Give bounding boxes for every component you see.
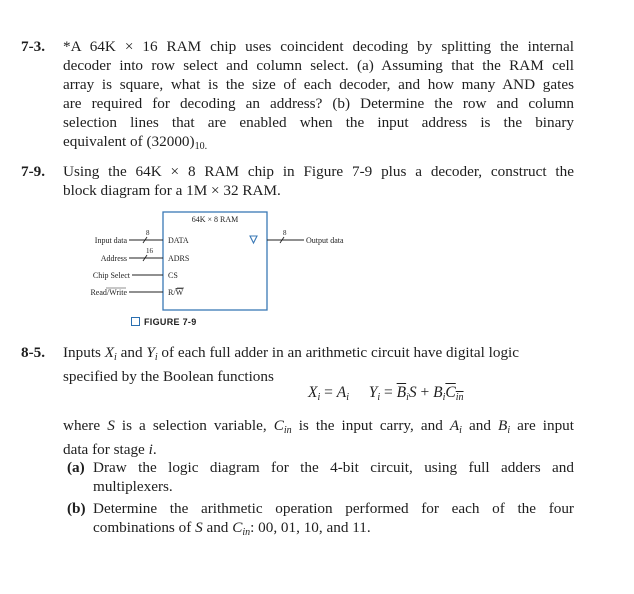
text-line: Inputs $X_i$ and $Y_i$ of each full adder in an arithmetic circuit have digital logic (63, 344, 519, 363)
boolean-equation: $X_i = A_i$ $Y_i = \overline{B}_iS + B_i\overline{C}_{\overline{in}}$ (308, 384, 464, 403)
text-line: where S is a selection variable, $C_{in}$ is the input carry, and $A_i$ and $B_i$ are input (63, 417, 574, 436)
text-line: Draw the logic diagram for the 4-bit circuit, using full adders and (93, 459, 574, 476)
text-fragment: equivalent of (32000) (63, 133, 195, 150)
problem-text (63, 343, 574, 386)
figure-caption (131, 317, 197, 327)
subscript: 10. (194, 141, 208, 152)
output-data-width: 8 (283, 229, 287, 237)
text-line: are required for decoding an address? (b) Determine the row and column (63, 95, 574, 112)
problem-number: 8-5. (21, 344, 46, 361)
address-label: Address (100, 254, 127, 263)
caption-text: FIGURE 7-9 (144, 317, 197, 327)
address-width: 16 (146, 247, 153, 255)
text-line: data for stage i. (63, 441, 157, 458)
text-line: Determine the arithmetic operation performed for each of the four (93, 500, 574, 517)
read-write-label: Read/Write (90, 288, 127, 297)
caption-box-icon (131, 317, 140, 326)
input-data-label: Input data (94, 236, 127, 245)
text-line: *A 64K × 16 RAM chip uses coincident decoding by splitting the internal (63, 38, 574, 55)
problem-number: 7-3. (21, 38, 46, 55)
output-data-label: Output data (306, 236, 344, 245)
chip-select-label: Chip Select (92, 271, 130, 280)
input-data-width: 8 (146, 229, 150, 237)
text-line: block diagram for a 1M × 32 RAM. (63, 182, 281, 199)
text-line: decoder into row select and column select. (a) Assuming that the RAM cell (63, 57, 574, 74)
chip-title: 64K × 8 RAM (191, 215, 239, 224)
tristate-triangle-icon (250, 236, 257, 243)
problem-number: 7-9. (21, 163, 46, 180)
text-line: Using the 64K × 8 RAM chip in Figure 7-9 plus a decoder, construct the (63, 163, 574, 180)
text-line: selection lines that are enabled when the input address is the binary (63, 114, 574, 131)
text-line: array is square, what is the size of each decoder, and how many AND gates (63, 76, 574, 93)
text-line: specified by the Boolean functions (63, 368, 274, 385)
pin-rw: R/W (168, 288, 184, 297)
text-line: multiplexers. (93, 478, 173, 495)
pin-data: DATA (168, 236, 189, 245)
part-label: (a) (67, 459, 85, 476)
pin-adrs: ADRS (168, 254, 190, 263)
part-label: (b) (67, 500, 86, 517)
pin-cs: CS (168, 271, 178, 280)
text-line: combinations of S and $C_{in}$: 00, 01, 10, and 11. (93, 519, 371, 538)
